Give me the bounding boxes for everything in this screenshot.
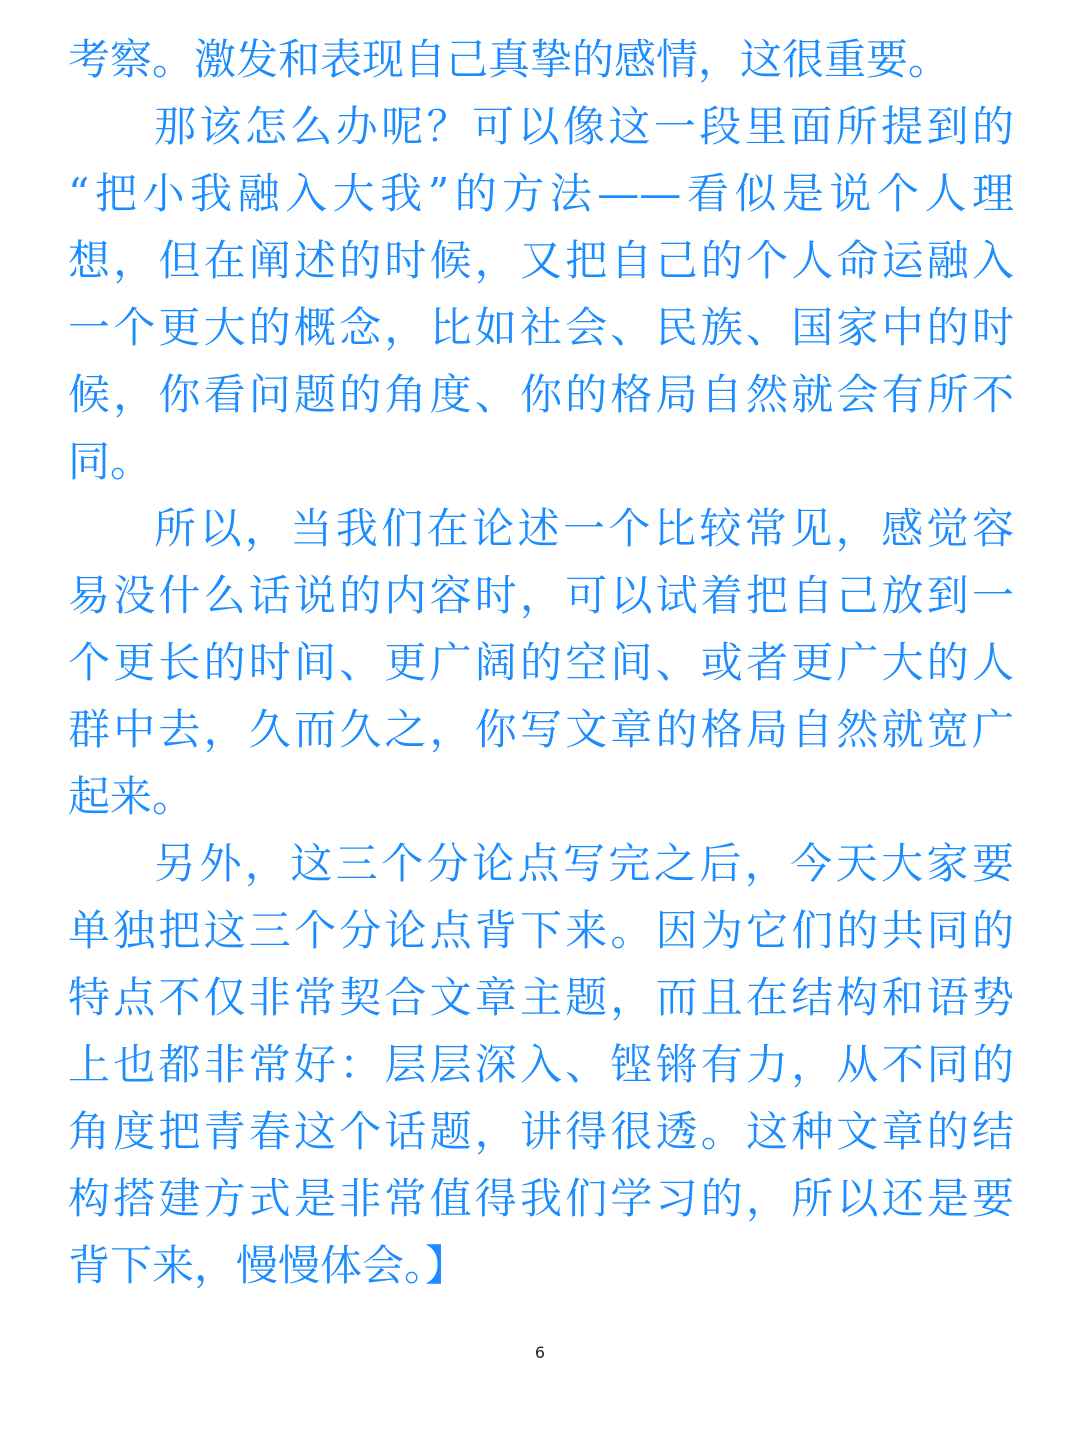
paragraph-line: 另外，这三个分论点写完之后，今天大家要 bbox=[154, 839, 1014, 888]
paragraph-line: 一个更大的概念，比如社会、民族、国家中的时 bbox=[68, 303, 1014, 352]
paragraph-line: “把小我融入大我”的方法——看似是说个人理 bbox=[68, 169, 1014, 218]
paragraph-line: 角度把青春这个话题，讲得很透。这种文章的结 bbox=[68, 1107, 1014, 1156]
paragraph-line: 群中去，久而久之，你写文章的格局自然就宽广 bbox=[68, 705, 1014, 754]
paragraph-line: 考察。激发和表现自己真挚的感情，这很重要。 bbox=[68, 35, 951, 84]
page-number: 6 bbox=[534, 1343, 546, 1362]
paragraph-line: 构搭建方式是非常值得我们学习的，所以还是要 bbox=[68, 1174, 1014, 1223]
paragraph-line: 特点不仅非常契合文章主题，而且在结构和语势 bbox=[68, 973, 1014, 1022]
paragraph-line: 上也都非常好：层层深入、铿锵有力，从不同的 bbox=[68, 1040, 1014, 1089]
paragraph-line: 那该怎么办呢？可以像这一段里面所提到的 bbox=[154, 102, 1014, 151]
paragraph-line: 易没什么话说的内容时，可以试着把自己放到一 bbox=[68, 571, 1014, 620]
paragraph-line: 单独把这三个分论点背下来。因为它们的共同的 bbox=[68, 906, 1014, 955]
paragraph-line: 背下来，慢慢体会。】 bbox=[68, 1241, 468, 1290]
paragraph-line: 所以，当我们在论述一个比较常见，感觉容 bbox=[154, 504, 1014, 553]
paragraph-line: 个更长的时间、更广阔的空间、或者更广大的人 bbox=[68, 638, 1014, 687]
paragraph-line: 候，你看问题的角度、你的格局自然就会有所不 bbox=[68, 370, 1014, 419]
paragraph-line: 想，但在阐述的时候，又把自己的个人命运融入 bbox=[68, 236, 1014, 285]
paragraph-line: 起来。 bbox=[68, 772, 195, 821]
paragraph-line: 同。 bbox=[68, 437, 153, 486]
